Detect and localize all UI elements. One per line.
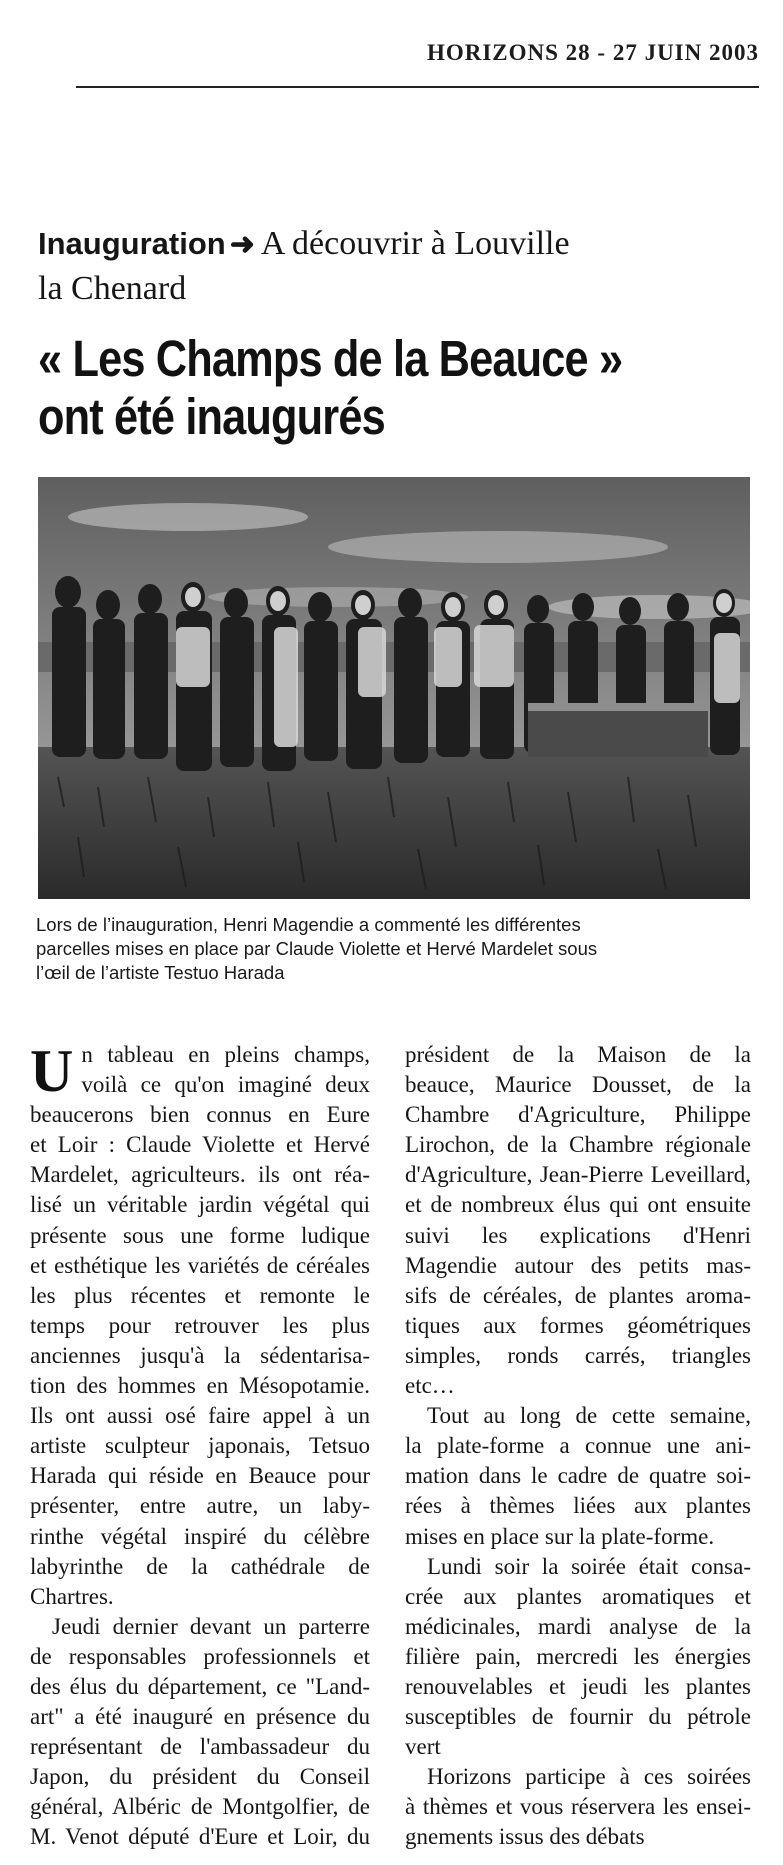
- text-line: Japon, du président du Conseil: [30, 1764, 370, 1790]
- crowd-in-field-image: [38, 477, 750, 899]
- text-line: artiste sculpteur japonais, Tetsuo: [30, 1433, 370, 1459]
- text-line: voilà ce qu'on imaginé deux: [81, 1072, 370, 1098]
- text-line: médicinales, mardi analyse de la: [405, 1613, 751, 1639]
- text-line: tion des hommes en Mésopotamie.: [30, 1373, 370, 1399]
- text-line: Magendie autour des petits mas-: [405, 1252, 751, 1278]
- newspaper-masthead: HORIZONS 28 - 27 JUIN 2003: [426, 40, 759, 65]
- text-line: simples, ronds carrés, triangles: [405, 1342, 751, 1368]
- text-line: etc…: [405, 1373, 455, 1399]
- text-line: rées à thèmes liées aux plantes: [405, 1493, 751, 1519]
- text-line: Mardelet, agriculteurs. ils ont réa-: [30, 1162, 370, 1188]
- text-line: susceptibles de fournir du pétrole: [405, 1704, 751, 1730]
- text-line: tiques aux formes géométriques: [405, 1312, 751, 1338]
- text-line: Lirochon, de la Chambre régionale: [405, 1132, 751, 1158]
- text-line: labyrinthe de la cathédrale de: [30, 1553, 370, 1579]
- text-line: anciennes jusqu'à la sédentarisa-: [30, 1342, 370, 1368]
- text-line: M. Venot député d'Eure et Loir, du: [30, 1824, 370, 1850]
- text-line: rinthe végétal inspiré du célèbre: [30, 1523, 370, 1549]
- text-line: d'Agriculture, Jean-Pierre Leveillard,: [405, 1162, 751, 1188]
- text-line: et esthétique les variétés de céréales: [30, 1252, 370, 1278]
- text-line: temps pour retrouver les plus: [30, 1312, 370, 1338]
- kicker-line-2: la Chenard: [38, 270, 187, 307]
- text-line: renouvelables et jeudi les plantes: [405, 1673, 751, 1699]
- text-line: beaucerons bien connus en Eure: [30, 1102, 370, 1128]
- text-line: Harada qui réside en Beauce pour: [30, 1463, 370, 1489]
- text-line: général, Albéric de Montgolfier, de: [30, 1794, 370, 1820]
- masthead-rule: [76, 86, 759, 88]
- text-line: vert: [405, 1734, 441, 1760]
- text-line: suivi les explications d'Henri: [405, 1222, 751, 1248]
- text-line: mation dans le cadre de quatre soi-: [405, 1463, 751, 1489]
- text-line: la plate-forme a connue une ani-: [405, 1433, 751, 1459]
- text-line: président de la Maison de la: [405, 1042, 751, 1067]
- headline-line-2: ont été inaugurés: [38, 388, 385, 445]
- headline-line-1: « Les Champs de la Beauce »: [38, 330, 623, 387]
- text-line: Ils ont aussi osé faire appel à un: [30, 1403, 370, 1429]
- text-line: Jeudi dernier devant un parterre: [52, 1613, 370, 1639]
- text-line: représentant de l'ambassadeur du: [30, 1734, 370, 1760]
- arrow-right-icon: ➜: [229, 228, 255, 261]
- text-line: Lundi soir la soirée était consa-: [427, 1553, 751, 1579]
- text-line: mises en place sur la plate-forme.: [405, 1523, 715, 1549]
- text-line: lisé un véritable jardin végétal qui: [30, 1192, 370, 1218]
- article-headline: [38, 330, 650, 446]
- text-line: crée aux plantes aromatiques et: [405, 1583, 751, 1609]
- caption-line: parcelles mises en place par Claude Violette et Hervé Mardelet sous: [36, 938, 598, 959]
- text-line: et de nombreux élus qui ont ensuite: [405, 1192, 751, 1218]
- text-line: filière pain, mercredi les énergies: [405, 1643, 751, 1669]
- text-line: les plus récentes et remonte le: [30, 1282, 370, 1308]
- text-line: de responsables professionnels et: [30, 1643, 370, 1669]
- text-line: Tout au long de cette semaine,: [427, 1403, 751, 1429]
- text-line: et Loir : Claude Violette et Hervé: [30, 1132, 370, 1158]
- caption-line: l’œil de l’artiste Testuo Harada: [36, 962, 285, 983]
- text-line: n tableau en pleins champs,: [81, 1042, 370, 1067]
- text-line: beauce, Maurice Dousset, de la: [405, 1072, 751, 1098]
- text-line: présente sous une forme ludique: [30, 1222, 370, 1248]
- kicker-label: Inauguration: [38, 226, 226, 261]
- text-line: présenter, entre autre, un laby-: [30, 1493, 370, 1519]
- drop-cap: U: [30, 1038, 74, 1104]
- kicker-line-1: A découvrir à Louville: [260, 225, 570, 262]
- text-line: gnements issus des débats: [405, 1824, 645, 1850]
- text-line: sifs de céréales, de plantes aroma-: [405, 1282, 751, 1308]
- text-line: Horizons participe à ces soirées: [427, 1764, 751, 1790]
- caption-line: Lors de l’inauguration, Henri Magendie a commenté les différentes: [36, 914, 581, 935]
- text-line: à thèmes et vous réservera les ensei-: [405, 1794, 751, 1820]
- text-line: Chambre d'Agriculture, Philippe: [405, 1102, 751, 1128]
- text-line: art" a été inauguré en présence du: [30, 1704, 370, 1730]
- inauguration-photo: [38, 477, 750, 899]
- text-line: des élus du département, ce "Land-: [30, 1673, 370, 1699]
- text-line: Chartres.: [30, 1583, 114, 1609]
- photo-caption: [36, 913, 756, 985]
- article-kicker: [38, 222, 758, 311]
- article-column-left: [30, 1040, 370, 1853]
- article-column-right: [405, 1040, 751, 1853]
